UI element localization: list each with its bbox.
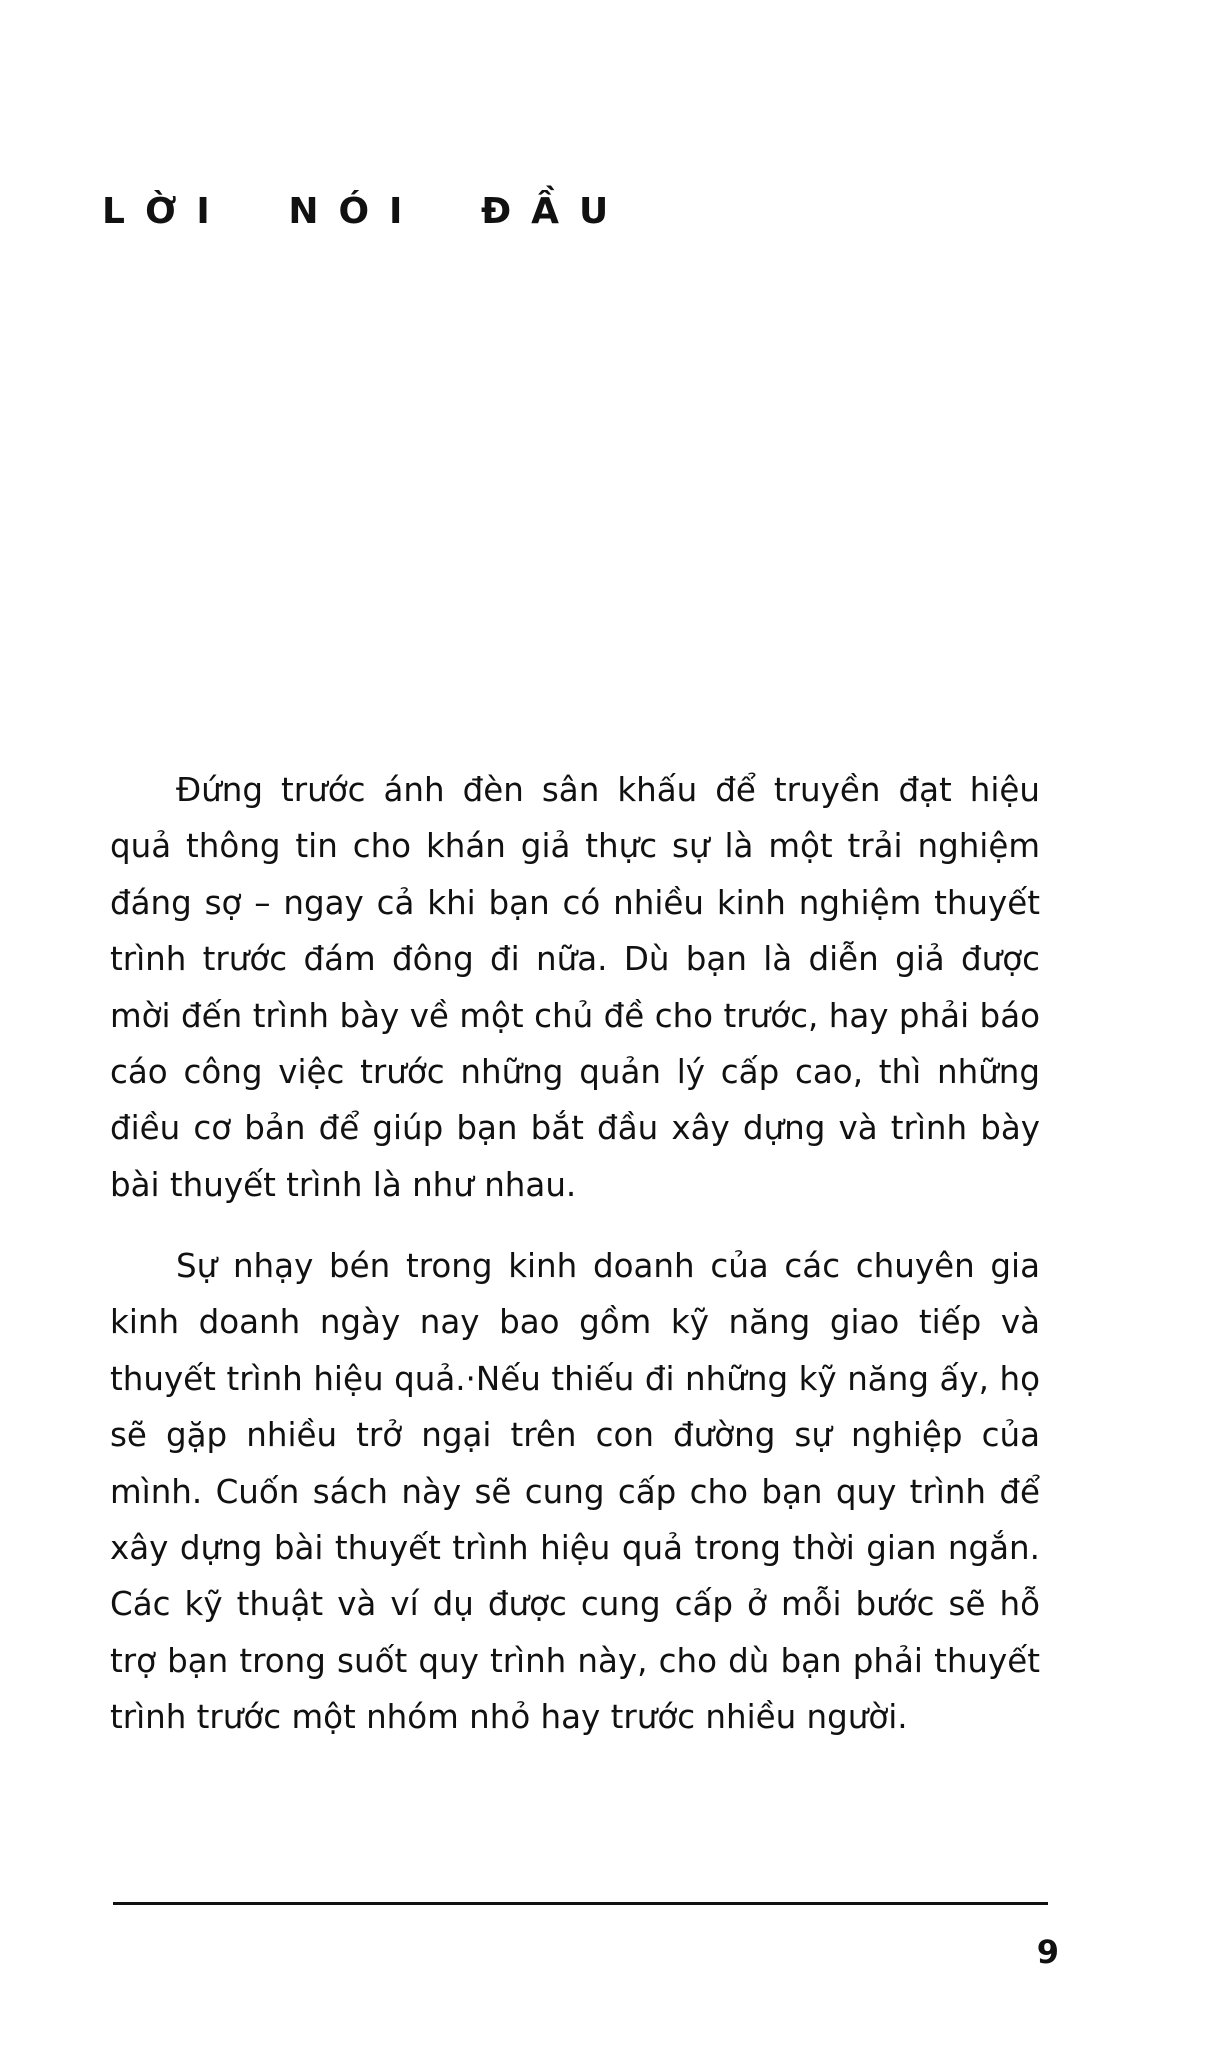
- body-paragraph-2: Sự nhạy bén trong kinh doanh của các chuyên gia kinh doanh ngày nay bao gồm kỹ năng giao tiếp và thuyết trình hiệu quả.·Nếu thiếu đi những kỹ năng ấy, họ sẽ gặp nhiều trở ngại trên con đường sự nghiệp của mình. Cuốn sách này sẽ cung cấp cho bạn quy trình để xây dựng bài thuyết trình hiệu quả trong thời gian ngắn. Các kỹ thuật và ví dụ được cung cấp ở mỗi bước sẽ hỗ trợ bạn trong suốt quy trình này, cho dù bạn phải thuyết trình trước một nhóm nhỏ hay trước nhiều người.: [110, 1247, 1040, 1737]
- page-title: LỜI NÓI ĐẦU: [102, 191, 629, 232]
- page-number: 9: [1036, 1933, 1059, 1971]
- body-paragraph-1: Đứng trước ánh đèn sân khấu để truyền đạt hiệu quả thông tin cho khán giả thực sự là một trải nghiệm đáng sợ – ngay cả khi bạn có nhiều kinh nghiệm thuyết trình trước đám đông đi nữa. Dù bạn là diễn giả được mời đến trình bày về một chủ đề cho trước, hay phải báo cáo công việc trước những quản lý cấp cao, thì những điều cơ bản để giúp bạn bắt đầu xây dựng và trình bày bài thuyết trình là như nhau.: [110, 771, 1040, 1204]
- footer-divider: [113, 1902, 1048, 1905]
